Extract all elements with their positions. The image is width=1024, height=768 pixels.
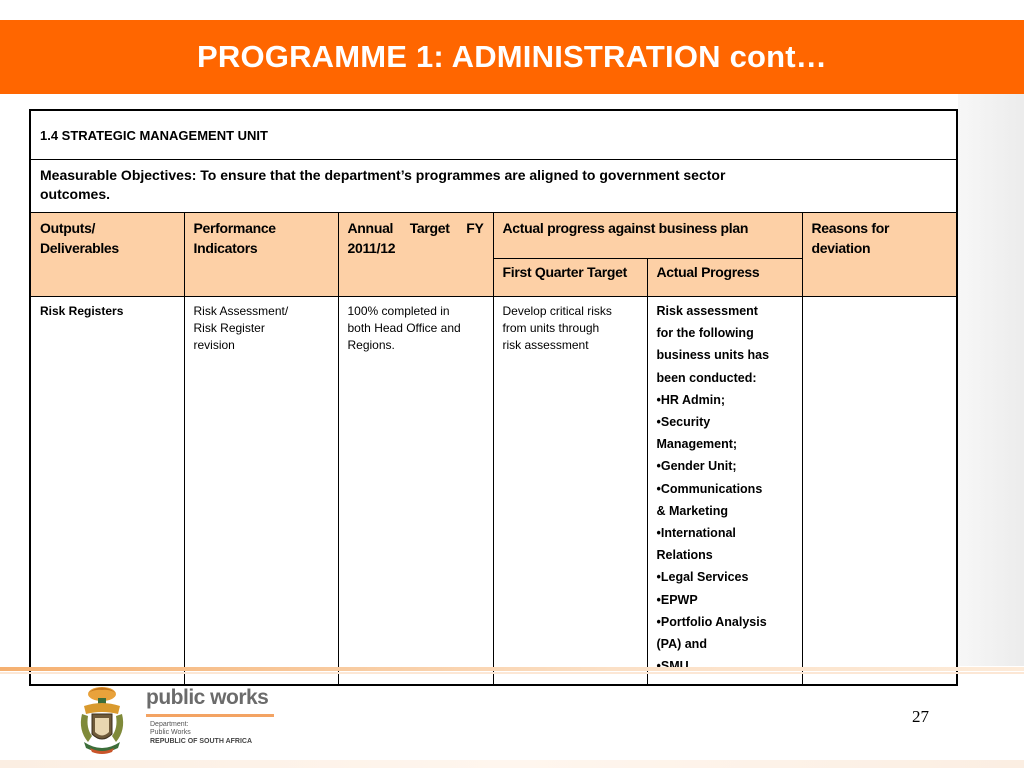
footer-divider <box>0 667 1024 671</box>
cell-reasons <box>802 297 957 686</box>
indicator-line: revision <box>193 338 235 352</box>
header-annual-line-1: Annual Target FY <box>347 220 484 236</box>
header-progress-group: Actual progress against business plan <box>493 213 802 259</box>
header-reasons-line-2: deviation <box>811 240 871 256</box>
indicator-line: Risk Register <box>193 321 265 335</box>
annual-target-line: both Head Office and <box>347 321 461 335</box>
page-number: 27 <box>912 707 929 726</box>
first-quarter-line: from units through <box>502 321 600 335</box>
progress-line: Management; <box>656 437 738 452</box>
coat-of-arms-icon <box>76 684 128 754</box>
logo-line-1: Department: <box>150 721 189 728</box>
slide-title: PROGRAMME 1: ADMINISTRATION cont… <box>196 39 828 74</box>
cell-actual-progress <box>647 297 802 686</box>
progress-line: •Portfolio Analysis <box>656 614 767 629</box>
title-bar <box>0 20 1024 94</box>
header-reasons-line-1: Reasons for <box>811 220 890 236</box>
header-first-quarter: First Quarter Target <box>493 259 647 297</box>
first-quarter-line: Develop critical risks <box>502 304 612 318</box>
progress-line: •Legal Services <box>656 570 749 585</box>
table-row <box>30 297 957 686</box>
progress-line: •International <box>656 526 736 541</box>
cell-annual-target <box>338 297 493 686</box>
objectives-table <box>29 109 958 686</box>
header-outputs-line-2: Deliverables <box>40 240 119 256</box>
header-indicators-line-1: Performance <box>193 220 276 236</box>
progress-line: Risk assessment <box>656 304 758 318</box>
progress-line: •Communications <box>656 481 763 496</box>
progress-line: for the following <box>656 326 754 341</box>
logo-wordmark: public works <box>146 686 269 709</box>
indicator-line: Risk Assessment/ <box>193 304 289 318</box>
first-quarter-line: risk assessment <box>502 338 589 352</box>
footer-divider-thin <box>0 672 1024 674</box>
header-outputs <box>30 213 184 297</box>
progress-line: & Marketing <box>656 503 729 518</box>
progress-line: business units has <box>656 348 770 363</box>
logo-line-2: Public Works <box>150 729 191 736</box>
objective-line-1: Measurable Objectives: To ensure that the department’s programmes are aligned to government sector <box>40 167 726 183</box>
public-works-logo <box>76 684 286 758</box>
header-row <box>30 213 957 259</box>
objective-line-2: outcomes. <box>40 186 111 202</box>
header-actual-progress: Actual Progress <box>647 259 802 297</box>
cell-indicator <box>184 297 338 686</box>
bottom-fade <box>0 760 1024 768</box>
header-indicators-line-2: Indicators <box>193 240 258 256</box>
unit-row <box>30 110 957 160</box>
progress-line: •HR Admin; <box>656 392 725 407</box>
objective-row <box>30 160 957 213</box>
header-indicators <box>184 213 338 297</box>
progress-line: been conducted: <box>656 370 757 385</box>
header-reasons <box>802 213 957 297</box>
header-outputs-line-1: Outputs/ <box>40 220 96 236</box>
progress-line: Relations <box>656 548 713 563</box>
objective-cell <box>30 160 957 213</box>
annual-target-line: Regions. <box>347 338 395 352</box>
header-annual-line-2: 2011/12 <box>347 240 396 256</box>
annual-target-line: 100% completed in <box>347 304 450 318</box>
progress-line: •Security <box>656 415 711 430</box>
cell-first-quarter <box>493 297 647 686</box>
cell-output: Risk Registers <box>30 297 184 686</box>
logo-line-3: REPUBLIC OF SOUTH AFRICA <box>150 738 253 745</box>
header-annual-target <box>338 213 493 297</box>
progress-line: •Gender Unit; <box>656 459 737 474</box>
right-shadow <box>958 94 1024 666</box>
progress-line: (PA) and <box>656 637 707 652</box>
logo-underline <box>146 714 274 717</box>
unit-cell: 1.4 STRATEGIC MANAGEMENT UNIT <box>30 110 957 160</box>
progress-line: •EPWP <box>656 592 698 607</box>
